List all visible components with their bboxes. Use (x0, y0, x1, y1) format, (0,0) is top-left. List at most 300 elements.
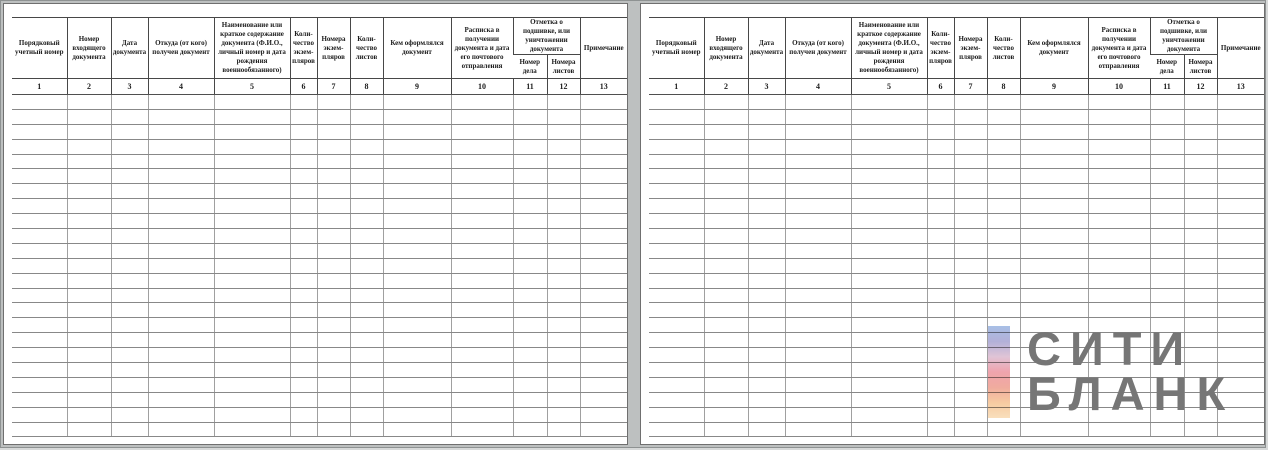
blank-cell (704, 124, 748, 139)
blank-cell (851, 333, 927, 348)
blank-cell (785, 303, 851, 318)
blank-cell (111, 109, 148, 124)
blank-cell (214, 363, 290, 378)
blank-cell (748, 422, 785, 437)
blank-cell (1020, 303, 1088, 318)
blank-row (12, 124, 627, 139)
blank-cell (1088, 214, 1150, 229)
blank-cell (649, 273, 704, 288)
blank-cell (547, 348, 580, 363)
blank-cell (785, 348, 851, 363)
blank-cell (290, 318, 317, 333)
blank-row (649, 243, 1264, 258)
blank-cell (111, 392, 148, 407)
col-number-9: 9 (1020, 79, 1088, 95)
blank-cell (111, 422, 148, 437)
blank-cell (1217, 95, 1264, 110)
blank-cell (1020, 243, 1088, 258)
blank-cell (954, 273, 987, 288)
blank-cell (290, 363, 317, 378)
blank-cell (317, 377, 350, 392)
blank-cell (851, 377, 927, 392)
blank-cell (67, 258, 111, 273)
blank-cell (580, 348, 627, 363)
blank-cell (290, 377, 317, 392)
blank-cell (214, 288, 290, 303)
blank-cell (451, 243, 513, 258)
blank-cell (1217, 333, 1264, 348)
blank-cell (111, 348, 148, 363)
blank-row (12, 377, 627, 392)
blank-cell (649, 348, 704, 363)
blank-cell (111, 333, 148, 348)
blank-row (12, 422, 627, 437)
blank-row (649, 348, 1264, 363)
blank-cell (748, 109, 785, 124)
col-header-8: Коли-чество листов (987, 18, 1020, 79)
col-number-7: 7 (317, 79, 350, 95)
blank-cell (1020, 422, 1088, 437)
blank-cell (1150, 363, 1184, 378)
blank-cell (1088, 377, 1150, 392)
blank-cell (987, 348, 1020, 363)
blank-cell (1217, 377, 1264, 392)
blank-cell (214, 377, 290, 392)
col-header-5: Наименование или краткое содержание документа (Ф.И.О., личный номер и дата рождения военнообязанного) (851, 18, 927, 79)
blank-cell (451, 377, 513, 392)
blank-row (649, 229, 1264, 244)
blank-cell (987, 139, 1020, 154)
blank-cell (350, 95, 383, 110)
blank-cell (851, 124, 927, 139)
blank-cell (785, 377, 851, 392)
blank-cell (927, 377, 954, 392)
blank-cell (927, 333, 954, 348)
blank-row (649, 377, 1264, 392)
col-number-12: 12 (547, 79, 580, 95)
blank-cell (513, 139, 547, 154)
blank-cell (1020, 363, 1088, 378)
blank-cell (12, 377, 67, 392)
blank-cell (111, 243, 148, 258)
blank-cell (290, 139, 317, 154)
blank-cell (704, 258, 748, 273)
blank-cell (704, 363, 748, 378)
blank-cell (350, 214, 383, 229)
blank-cell (547, 407, 580, 422)
blank-cell (1184, 288, 1217, 303)
blank-cell (1184, 392, 1217, 407)
blank-cell (111, 154, 148, 169)
blank-row (12, 95, 627, 110)
blank-cell (214, 169, 290, 184)
blank-cell (785, 318, 851, 333)
blank-cell (1217, 154, 1264, 169)
blank-cell (785, 258, 851, 273)
blank-cell (214, 109, 290, 124)
register-table (649, 17, 1264, 437)
blank-cell (1150, 258, 1184, 273)
blank-cell (1217, 139, 1264, 154)
blank-cell (1150, 407, 1184, 422)
blank-cell (1088, 229, 1150, 244)
col-header-8: Коли-чество листов (350, 18, 383, 79)
blank-cell (214, 318, 290, 333)
blank-cell (649, 169, 704, 184)
blank-cell (111, 318, 148, 333)
col-header-7: Номера экзем-пляров (954, 18, 987, 79)
blank-cell (785, 154, 851, 169)
blank-cell (383, 154, 451, 169)
blank-cell (580, 169, 627, 184)
blank-cell (649, 184, 704, 199)
col-header-6: Коли-чество экзем-пляров (927, 18, 954, 79)
blank-cell (1184, 124, 1217, 139)
blank-cell (214, 422, 290, 437)
col-number-11: 11 (1150, 79, 1184, 95)
blank-cell (1150, 333, 1184, 348)
col-header-10: Расписка в получении документа и дата его почтового отправления (1088, 18, 1150, 79)
blank-cell (927, 184, 954, 199)
blank-cell (580, 273, 627, 288)
blank-cell (954, 243, 987, 258)
blank-row (649, 95, 1264, 110)
blank-cell (1088, 363, 1150, 378)
blank-row (649, 124, 1264, 139)
blank-cell (67, 229, 111, 244)
blank-cell (954, 229, 987, 244)
blank-cell (383, 303, 451, 318)
blank-cell (350, 229, 383, 244)
blank-cell (987, 199, 1020, 214)
blank-cell (451, 318, 513, 333)
blank-cell (451, 124, 513, 139)
blank-cell (954, 154, 987, 169)
col-number-6: 6 (927, 79, 954, 95)
blank-cell (1020, 184, 1088, 199)
blank-cell (67, 199, 111, 214)
blank-cell (451, 348, 513, 363)
blank-cell (927, 109, 954, 124)
blank-cell (785, 273, 851, 288)
blank-cell (12, 229, 67, 244)
blank-cell (383, 199, 451, 214)
blank-cell (649, 139, 704, 154)
blank-cell (851, 154, 927, 169)
blank-cell (513, 199, 547, 214)
blank-cell (748, 273, 785, 288)
blank-cell (451, 95, 513, 110)
blank-cell (649, 109, 704, 124)
blank-cell (748, 154, 785, 169)
blank-row (12, 303, 627, 318)
blank-cell (451, 288, 513, 303)
blank-cell (580, 214, 627, 229)
blank-cell (317, 124, 350, 139)
blank-cell (987, 169, 1020, 184)
blank-cell (67, 377, 111, 392)
blank-cell (1020, 392, 1088, 407)
blank-cell (451, 303, 513, 318)
blank-cell (451, 169, 513, 184)
blank-cell (785, 333, 851, 348)
blank-cell (290, 348, 317, 363)
blank-row (12, 139, 627, 154)
blank-cell (748, 318, 785, 333)
blank-cell (547, 109, 580, 124)
blank-cell (350, 318, 383, 333)
blank-cell (451, 214, 513, 229)
blank-row (12, 169, 627, 184)
col-header-5: Наименование или краткое содержание документа (Ф.И.О., личный номер и дата рождения военнообязанного) (214, 18, 290, 79)
blank-cell (649, 229, 704, 244)
blank-cell (67, 333, 111, 348)
blank-cell (12, 154, 67, 169)
blank-cell (290, 124, 317, 139)
blank-cell (148, 199, 214, 214)
blank-cell (317, 95, 350, 110)
blank-cell (290, 169, 317, 184)
blank-cell (704, 109, 748, 124)
blank-cell (704, 229, 748, 244)
blank-cell (1088, 288, 1150, 303)
blank-cell (383, 392, 451, 407)
blank-cell (214, 184, 290, 199)
blank-cell (513, 273, 547, 288)
blank-cell (383, 318, 451, 333)
blank-cell (704, 318, 748, 333)
blank-cell (1020, 333, 1088, 348)
col-number-13: 13 (580, 79, 627, 95)
blank-row (649, 258, 1264, 273)
blank-cell (1184, 333, 1217, 348)
blank-cell (12, 124, 67, 139)
blank-cell (927, 348, 954, 363)
blank-cell (12, 333, 67, 348)
blank-cell (214, 243, 290, 258)
blank-cell (214, 303, 290, 318)
blank-cell (148, 139, 214, 154)
blank-cell (317, 109, 350, 124)
blank-cell (927, 303, 954, 318)
blank-cell (1217, 243, 1264, 258)
blank-cell (1217, 422, 1264, 437)
blank-cell (214, 348, 290, 363)
blank-cell (1088, 318, 1150, 333)
blank-cell (785, 199, 851, 214)
col-number-2: 2 (704, 79, 748, 95)
blank-cell (12, 184, 67, 199)
col-header-3: Дата документа (111, 18, 148, 79)
blank-cell (383, 377, 451, 392)
blank-cell (927, 95, 954, 110)
blank-cell (148, 377, 214, 392)
blank-cell (513, 348, 547, 363)
blank-cell (580, 422, 627, 437)
blank-cell (748, 229, 785, 244)
blank-cell (1217, 229, 1264, 244)
col-header-13: Примечание (580, 18, 627, 79)
col-number-5: 5 (851, 79, 927, 95)
col-header-2: Номер входящего документа (67, 18, 111, 79)
blank-cell (513, 318, 547, 333)
blank-row (12, 243, 627, 258)
blank-cell (987, 184, 1020, 199)
blank-cell (1088, 348, 1150, 363)
col-header-12: Номера листов (547, 55, 580, 79)
blank-row (12, 333, 627, 348)
col-header-4: Откуда (от кого) получен документ (785, 18, 851, 79)
blank-cell (927, 288, 954, 303)
blank-cell (1217, 124, 1264, 139)
blank-cell (1184, 243, 1217, 258)
blank-cell (954, 422, 987, 437)
blank-cell (148, 243, 214, 258)
blank-cell (1088, 392, 1150, 407)
blank-cell (580, 318, 627, 333)
col-header-13: Примечание (1217, 18, 1264, 79)
blank-cell (954, 95, 987, 110)
blank-cell (927, 214, 954, 229)
blank-cell (547, 229, 580, 244)
blank-cell (954, 199, 987, 214)
col-header-9: Кем оформлялся документ (383, 18, 451, 79)
blank-cell (451, 154, 513, 169)
blank-cell (513, 258, 547, 273)
blank-cell (927, 199, 954, 214)
blank-cell (580, 184, 627, 199)
blank-cell (1184, 318, 1217, 333)
blank-cell (954, 214, 987, 229)
blank-cell (547, 273, 580, 288)
blank-cell (785, 95, 851, 110)
blank-cell (649, 258, 704, 273)
col-header-1: Порядковый учетный номер (649, 18, 704, 79)
blank-cell (1184, 258, 1217, 273)
blank-cell (383, 214, 451, 229)
blank-cell (317, 139, 350, 154)
blank-cell (111, 273, 148, 288)
blank-cell (704, 154, 748, 169)
blank-cell (290, 229, 317, 244)
blank-cell (785, 407, 851, 422)
blank-cell (214, 333, 290, 348)
blank-cell (350, 139, 383, 154)
blank-cell (927, 243, 954, 258)
blank-cell (1088, 407, 1150, 422)
blank-cell (704, 169, 748, 184)
col-number-7: 7 (954, 79, 987, 95)
blank-cell (1088, 333, 1150, 348)
blank-cell (1020, 109, 1088, 124)
blank-cell (927, 169, 954, 184)
blank-cell (580, 229, 627, 244)
blank-cell (1020, 273, 1088, 288)
blank-cell (12, 214, 67, 229)
blank-cell (987, 422, 1020, 437)
blank-cell (927, 407, 954, 422)
blank-cell (513, 392, 547, 407)
blank-cell (148, 214, 214, 229)
blank-cell (580, 363, 627, 378)
blank-cell (214, 392, 290, 407)
blank-cell (851, 422, 927, 437)
blank-cell (704, 377, 748, 392)
blank-cell (290, 422, 317, 437)
blank-cell (1217, 318, 1264, 333)
blank-cell (704, 303, 748, 318)
blank-cell (649, 124, 704, 139)
blank-cell (12, 407, 67, 422)
blank-cell (954, 139, 987, 154)
col-number-6: 6 (290, 79, 317, 95)
blank-cell (1150, 214, 1184, 229)
blank-cell (704, 243, 748, 258)
blank-cell (1150, 422, 1184, 437)
blank-cell (513, 124, 547, 139)
blank-cell (704, 348, 748, 363)
blank-cell (748, 288, 785, 303)
blank-cell (704, 273, 748, 288)
blank-cell (12, 95, 67, 110)
blank-cell (1150, 348, 1184, 363)
blank-cell (547, 303, 580, 318)
blank-cell (851, 199, 927, 214)
blank-cell (513, 422, 547, 437)
blank-cell (451, 422, 513, 437)
blank-cell (148, 273, 214, 288)
blank-cell (748, 348, 785, 363)
blank-cell (350, 392, 383, 407)
blank-cell (1184, 229, 1217, 244)
blank-cell (317, 199, 350, 214)
blank-cell (290, 154, 317, 169)
blank-cell (350, 422, 383, 437)
blank-cell (1088, 124, 1150, 139)
blank-cell (317, 258, 350, 273)
blank-cell (350, 288, 383, 303)
blank-cell (580, 392, 627, 407)
blank-cell (350, 258, 383, 273)
blank-cell (954, 303, 987, 318)
blank-cell (1184, 407, 1217, 422)
blank-cell (513, 288, 547, 303)
blank-cell (111, 407, 148, 422)
blank-cell (851, 139, 927, 154)
blank-cell (1184, 95, 1217, 110)
blank-cell (12, 199, 67, 214)
blank-cell (1020, 288, 1088, 303)
blank-cell (67, 273, 111, 288)
blank-cell (214, 199, 290, 214)
blank-cell (317, 407, 350, 422)
blank-cell (1184, 154, 1217, 169)
blank-cell (987, 333, 1020, 348)
blank-row (12, 109, 627, 124)
blank-row (12, 407, 627, 422)
blank-cell (67, 154, 111, 169)
blank-cell (748, 333, 785, 348)
blank-cell (148, 229, 214, 244)
blank-cell (1088, 139, 1150, 154)
blank-cell (350, 199, 383, 214)
blank-cell (1020, 348, 1088, 363)
blank-cell (1020, 377, 1088, 392)
blank-row (12, 199, 627, 214)
blank-cell (67, 348, 111, 363)
blank-cell (1088, 184, 1150, 199)
blank-row (649, 288, 1264, 303)
